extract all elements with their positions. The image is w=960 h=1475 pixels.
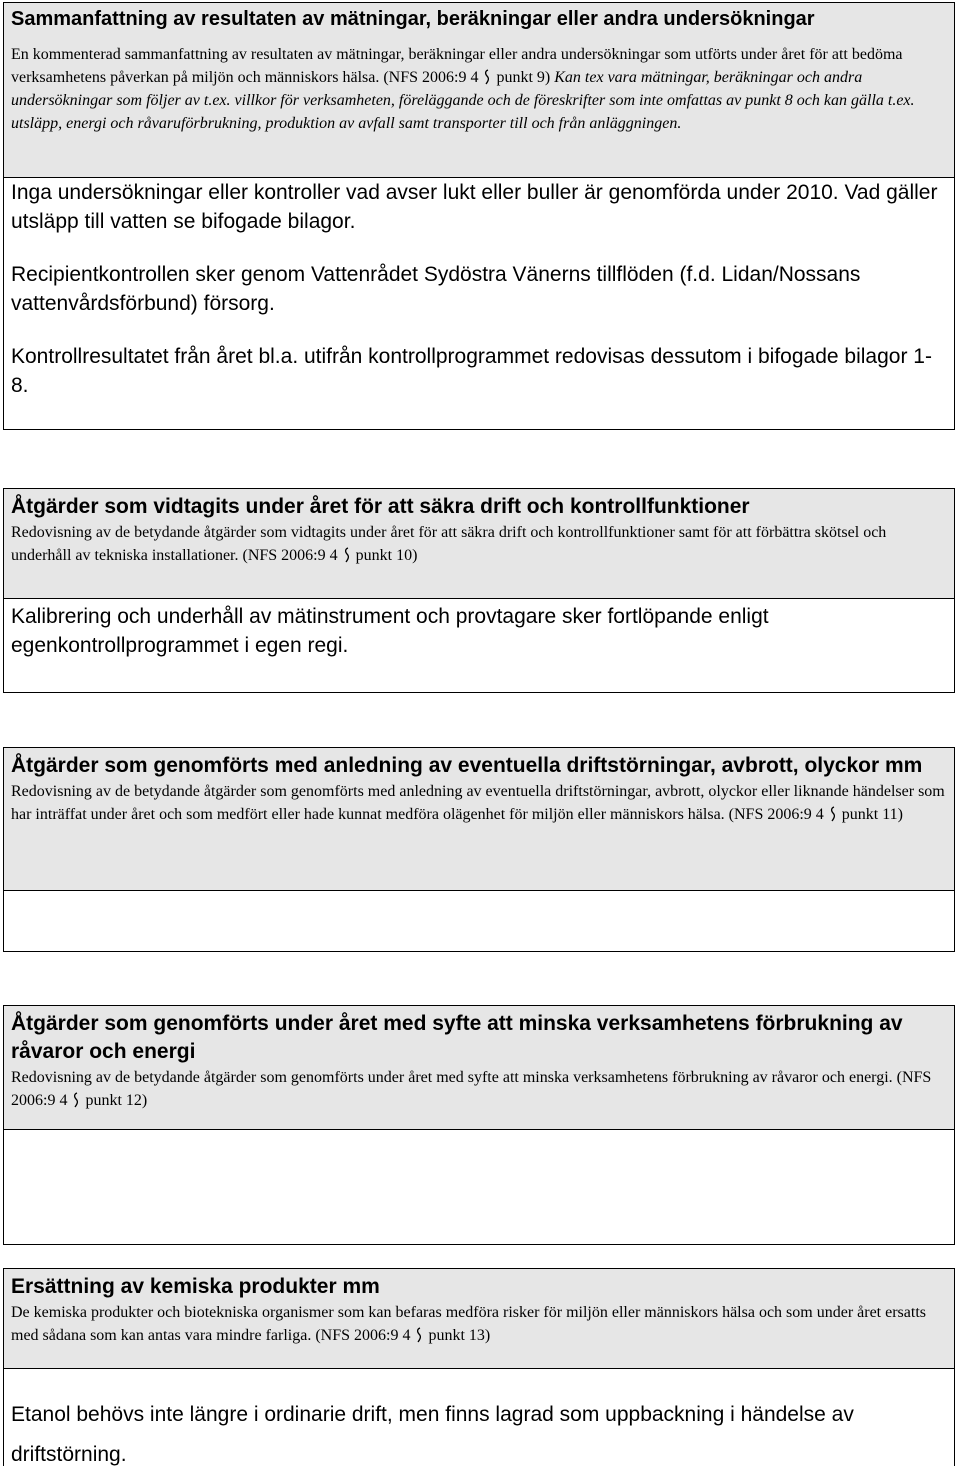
section-answer	[4, 178, 954, 400]
section-answer	[4, 599, 954, 660]
section-answer	[4, 1369, 954, 1475]
answer-paragraph: Inga undersökningar eller kontroller vad avser lukt eller buller är genomförda under 2010. Vad gäller utsläpp till vatten se bifogade bilagor.	[11, 181, 938, 233]
section-header	[4, 1006, 954, 1130]
section-mark-icon	[342, 547, 352, 563]
section-mark-icon	[414, 1327, 424, 1343]
section-mark-icon	[828, 806, 838, 822]
section-header	[4, 1269, 954, 1369]
section-mark-icon	[482, 69, 492, 85]
section-summary-measurements	[3, 2, 955, 430]
answer-paragraph: Kalibrering och underhåll av mätinstrument och provtagare sker fortlöpande enligt egenkontrollprogrammet i egen regi.	[11, 605, 769, 657]
section-description: Redovisning av de betydande åtgärder som genomförts under året med syfte att minska verksamhetens förbrukning av råvaror och energi. (NFS 2006:9 4 punkt 12)	[11, 1069, 932, 1109]
section-description: En kommenterad sammanfattning av resultaten av mätningar, beräkningar eller andra undersökningar som utförts under året för att bedöma verksamhetens påverkan på miljön och människors hälsa. (NFS 2006:9 4 punkt 9) Kan tex vara mätningar, beräkningar och andra undersökningar som följer av t.ex. villkor för verksamheten, föreläggande och de föreskrifter som inte omfattas av punkt 8 och kan gälla t.ex. utsläpp, energi och råvaruförbrukning, produktion av avfall samt transporter till och från anläggningen.	[11, 46, 915, 132]
section-resource-reduction	[3, 1005, 955, 1245]
section-description: Redovisning av de betydande åtgärder som genomförts med anledning av eventuella driftstörningar, avbrott, olyckor eller liknande händelser som har inträffat under året och som medfört eller hade kunnat medföra olägenhet för miljön eller människors hälsa. (NFS 2006:9 4 punkt 11)	[11, 783, 945, 823]
section-chemical-replacement	[3, 1268, 955, 1466]
section-disturbances	[3, 747, 955, 952]
answer-paragraph: Kontrollresultatet från året bl.a. utifrån kontrollprogrammet redovisas dessutom i bifogade bilagor 1-8.	[11, 345, 932, 397]
section-operation-control	[3, 488, 955, 693]
section-description: De kemiska produkter och biotekniska organismer som kan befaras medföra risker för miljön eller människors hälsa och som under året ersatts med sådana som kan antas vara mindre farliga. (NFS 2006:9 4 punkt 13)	[11, 1304, 926, 1344]
section-header	[4, 3, 954, 178]
section-title: Sammanfattning av resultaten av mätningar, beräkningar eller andra undersökningar	[11, 8, 815, 30]
section-title: Åtgärder som vidtagits under året för att säkra drift och kontrollfunktioner	[11, 495, 750, 518]
section-header	[4, 748, 954, 891]
section-mark-icon	[71, 1092, 81, 1108]
answer-paragraph: Recipientkontrollen sker genom Vattenrådet Sydöstra Vänerns tillflöden (f.d. Lidan/Nossans vattenvårdsförbund) försorg.	[11, 263, 861, 315]
answer-paragraph: Etanol behövs inte längre i ordinarie drift, men finns lagrad som uppbackning i händelse av driftstörning.	[11, 1403, 854, 1466]
section-header	[4, 489, 954, 599]
section-title: Åtgärder som genomförts under året med syfte att minska verksamhetens förbrukning av råvaror och energi	[11, 1012, 903, 1063]
section-title: Ersättning av kemiska produkter mm	[11, 1275, 380, 1298]
section-title: Åtgärder som genomförts med anledning av eventuella driftstörningar, avbrott, olyckor mm	[11, 754, 923, 777]
section-description: Redovisning av de betydande åtgärder som vidtagits under året för att säkra drift och kontrollfunktioner samt för att förbättra skötsel och underhåll av tekniska installationer. (NFS 2006:9 4 punkt 10)	[11, 524, 887, 564]
